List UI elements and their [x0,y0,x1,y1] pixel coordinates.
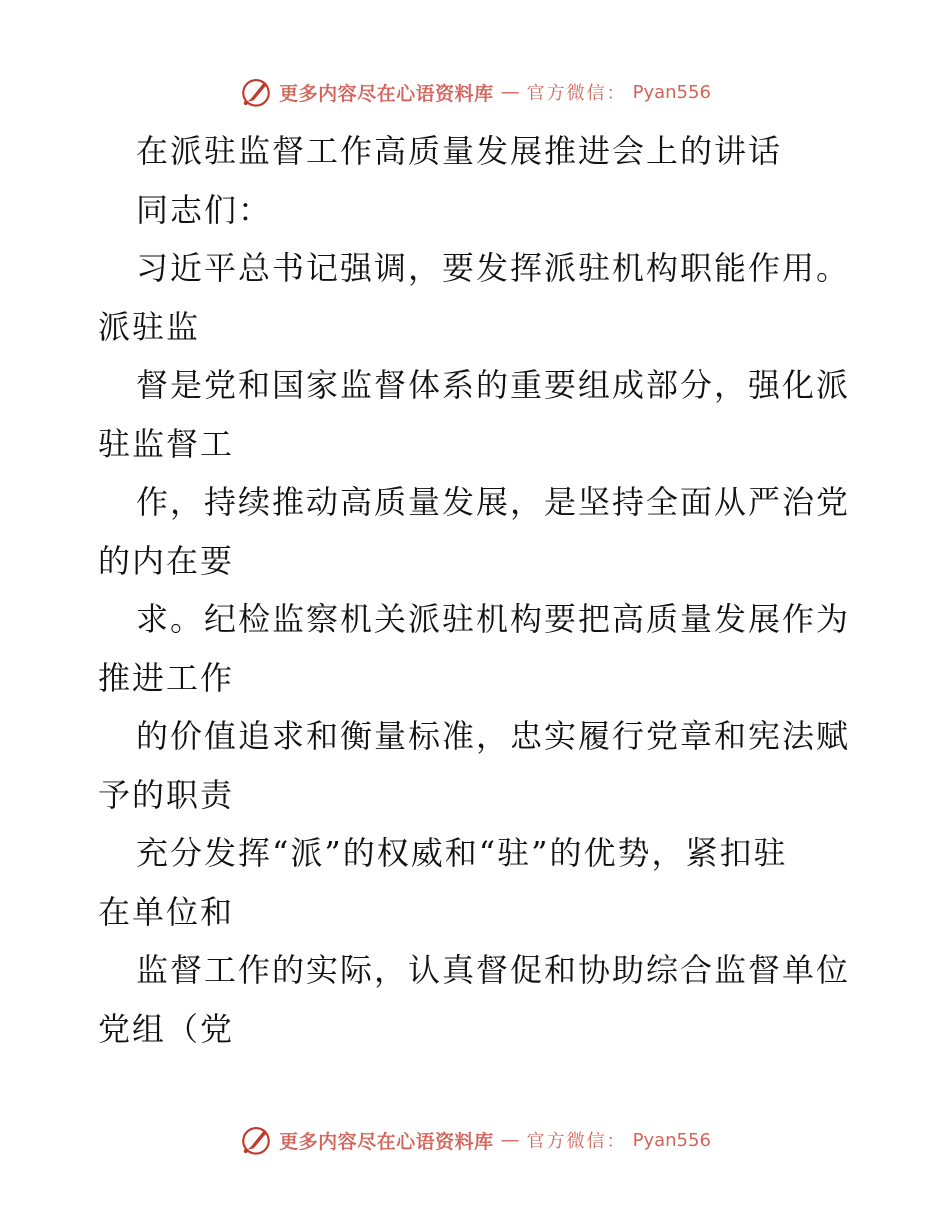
paragraph-line: 充分发挥“派”的权威和“驻”的优势，紧扣驻 [136,834,788,872]
paragraph-line: 党组（党 [98,1009,235,1048]
paragraph-line: 监督工作的实际，认真督促和协助综合监督单位 [136,951,851,989]
paragraph-line: 督是党和国家监督体系的重要组成部分，强化派 [136,366,851,404]
paragraph-line: 推进工作 [98,658,235,697]
banner-wechat-id: Pyan556 [632,81,711,103]
paragraph-line: 作，持续推动高质量发展，是坚持全面从严治党 [136,483,851,521]
quill-seal-logo-icon [239,75,273,109]
paragraph-line: 在单位和 [98,892,235,931]
header-banner [0,72,950,112]
document-body [98,122,858,1058]
salutation: 同志们： [136,190,273,229]
paragraph-line: 予的职责 [98,775,235,814]
banner-wechat-label: 官方微信： [526,83,627,104]
footer-banner [0,1120,950,1160]
paragraph-line: 的内在要 [98,541,235,580]
paragraph-line: 求。纪检监察机关派驻机构要把高质量发展作为 [136,600,851,638]
paragraph-line: 的价值追求和衡量标准，忠实履行党章和宪法赋 [136,717,851,755]
banner-wechat-label: 官方微信： [526,1131,627,1152]
banner-text: 更多内容尽在心语资料库 [279,1130,494,1153]
banner-separator: — [500,81,520,103]
document-title: 在派驻监督工作高质量发展推进会上的讲话 [136,132,783,170]
paragraph-line: 驻监督工 [98,424,235,463]
quill-seal-logo-icon [239,1123,273,1157]
paragraph-line: 派驻监 [98,307,201,346]
banner-separator: — [500,1129,520,1151]
paragraph-line: 习近平总书记强调，要发挥派驻机构职能作用。 [136,249,851,287]
banner-wechat-id: Pyan556 [632,1129,711,1151]
banner-text: 更多内容尽在心语资料库 [279,82,494,105]
